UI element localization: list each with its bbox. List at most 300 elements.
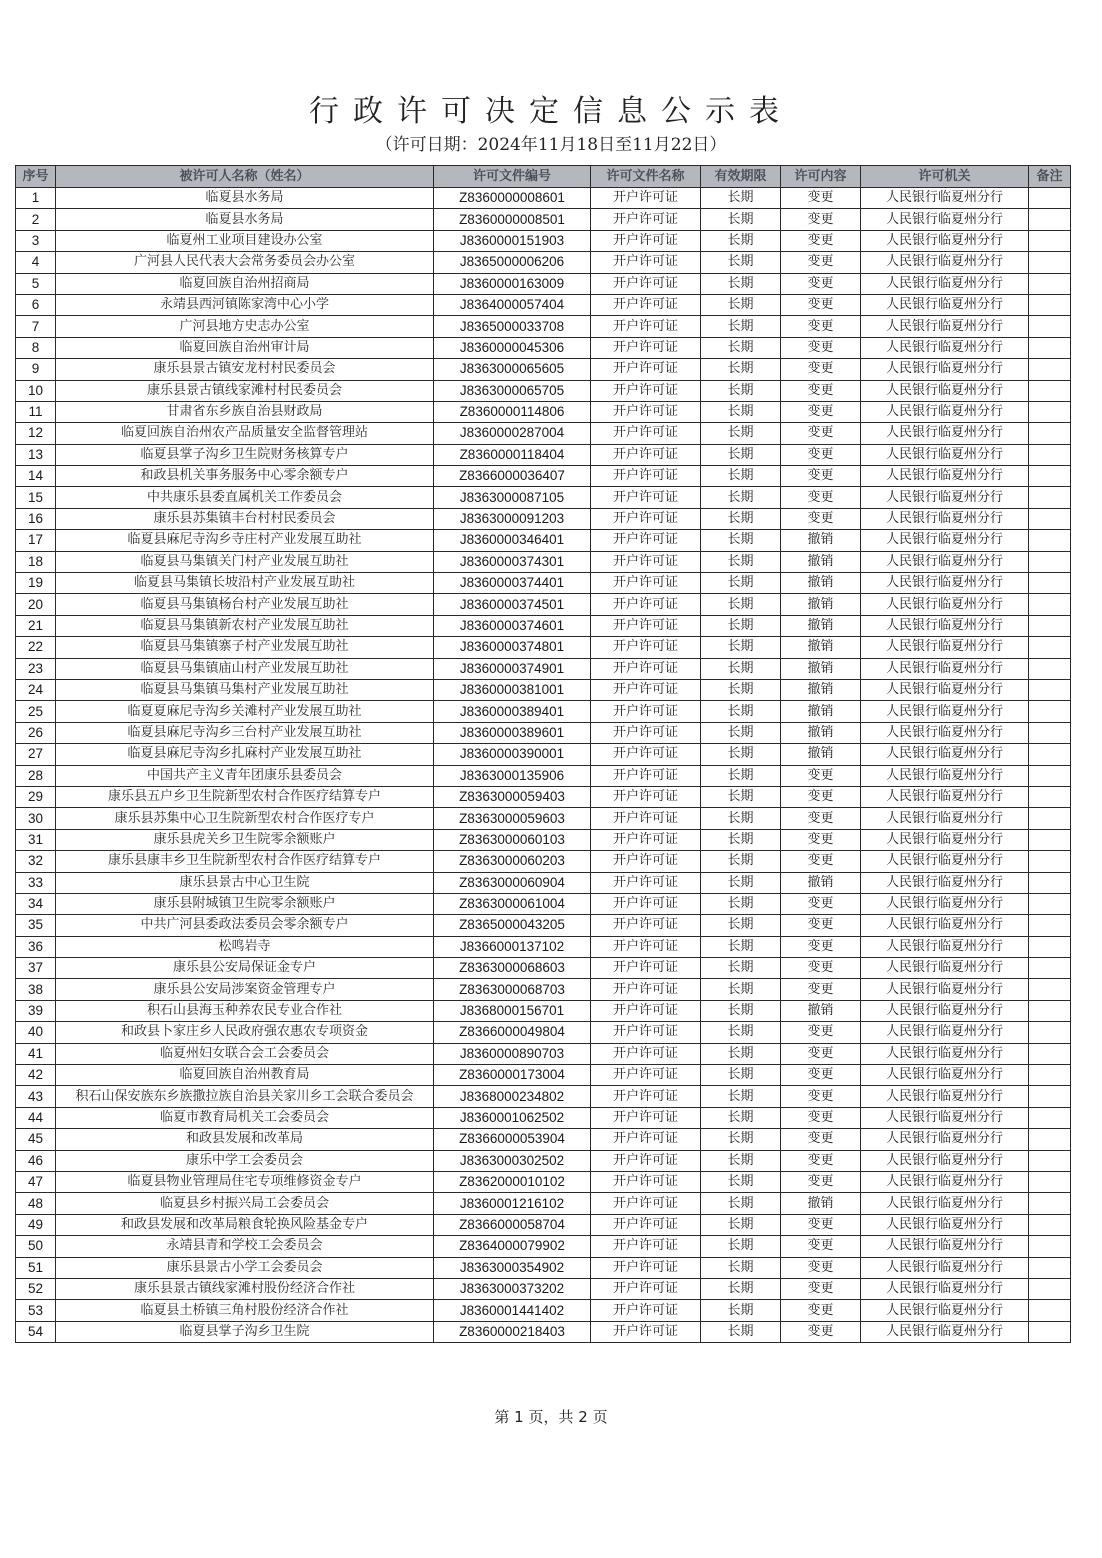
cell-document-name: 开户许可证	[591, 701, 701, 722]
table-row	[16, 1129, 1071, 1150]
cell-document-number: Z8363000060904	[434, 872, 591, 893]
cell-document-name: 开户许可证	[591, 615, 701, 636]
cell-validity: 长期	[701, 252, 781, 273]
cell-document-number: J8360000374601	[434, 615, 591, 636]
cell-validity: 长期	[701, 701, 781, 722]
cell-licensee-name: 临夏回族自治州招商局	[56, 273, 434, 294]
cell-authority: 人民银行临夏州分行	[861, 915, 1029, 936]
table-row	[16, 1086, 1071, 1107]
cell-licensee-name: 临夏县马集镇杨台村产业发展互助社	[56, 594, 434, 615]
cell-permit-content: 变更	[781, 508, 861, 529]
cell-authority: 人民银行临夏州分行	[861, 658, 1029, 679]
cell-remarks	[1029, 872, 1071, 893]
cell-document-name: 开户许可证	[591, 273, 701, 294]
cell-document-name: 开户许可证	[591, 508, 701, 529]
cell-permit-content: 变更	[781, 1236, 861, 1257]
cell-authority: 人民银行临夏州分行	[861, 1022, 1029, 1043]
cell-licensee-name: 临夏回族自治州教育局	[56, 1065, 434, 1086]
cell-document-number: Z8360000114806	[434, 401, 591, 422]
cell-document-number: Z8360000173004	[434, 1065, 591, 1086]
table-row	[16, 380, 1071, 401]
cell-document-name: 开户许可证	[591, 1214, 701, 1235]
cell-authority: 人民银行临夏州分行	[861, 1086, 1029, 1107]
cell-document-name: 开户许可证	[591, 252, 701, 273]
cell-validity: 长期	[701, 230, 781, 251]
cell-remarks	[1029, 722, 1071, 743]
cell-document-name: 开户许可证	[591, 209, 701, 230]
cell-seq: 45	[16, 1129, 56, 1150]
cell-document-number: J8360000389401	[434, 701, 591, 722]
cell-remarks	[1029, 1278, 1071, 1299]
cell-authority: 人民银行临夏州分行	[861, 765, 1029, 786]
cell-remarks	[1029, 658, 1071, 679]
cell-permit-content: 撤销	[781, 679, 861, 700]
cell-remarks	[1029, 1214, 1071, 1235]
table-row	[16, 851, 1071, 872]
cell-validity: 长期	[701, 530, 781, 551]
header-seq: 序号	[16, 166, 56, 188]
cell-seq: 2	[16, 209, 56, 230]
cell-remarks	[1029, 1022, 1071, 1043]
cell-permit-content: 变更	[781, 230, 861, 251]
cell-licensee-name: 临夏州工业项目建设办公室	[56, 230, 434, 251]
cell-seq: 42	[16, 1065, 56, 1086]
cell-authority: 人民银行临夏州分行	[861, 466, 1029, 487]
cell-remarks	[1029, 401, 1071, 422]
cell-remarks	[1029, 1065, 1071, 1086]
cell-licensee-name: 和政县发展和改革局粮食轮换风险基金专户	[56, 1214, 434, 1235]
cell-authority: 人民银行临夏州分行	[861, 637, 1029, 658]
cell-authority: 人民银行临夏州分行	[861, 1107, 1029, 1128]
cell-seq: 12	[16, 423, 56, 444]
cell-authority: 人民银行临夏州分行	[861, 188, 1029, 209]
cell-seq: 47	[16, 1171, 56, 1192]
cell-licensee-name: 甘肃省东乡族自治县财政局	[56, 401, 434, 422]
cell-seq: 6	[16, 294, 56, 315]
cell-validity: 长期	[701, 829, 781, 850]
cell-seq: 40	[16, 1022, 56, 1043]
cell-document-name: 开户许可证	[591, 893, 701, 914]
table-row	[16, 1321, 1071, 1342]
cell-authority: 人民银行临夏州分行	[861, 594, 1029, 615]
cell-seq: 50	[16, 1236, 56, 1257]
cell-permit-content: 撤销	[781, 594, 861, 615]
cell-document-number: Z8360000218403	[434, 1321, 591, 1342]
cell-authority: 人民银行临夏州分行	[861, 1236, 1029, 1257]
cell-document-number: Z8363000059603	[434, 808, 591, 829]
cell-document-name: 开户许可证	[591, 958, 701, 979]
cell-document-number: Z8363000059403	[434, 786, 591, 807]
header-authority: 许可机关	[861, 166, 1029, 188]
table-row	[16, 1278, 1071, 1299]
cell-document-name: 开户许可证	[591, 1193, 701, 1214]
cell-licensee-name: 临夏回族自治州农产品质量安全监督管理站	[56, 423, 434, 444]
cell-permit-content: 变更	[781, 786, 861, 807]
table-row	[16, 1022, 1071, 1043]
table-row	[16, 444, 1071, 465]
table-row	[16, 316, 1071, 337]
cell-validity: 长期	[701, 1022, 781, 1043]
cell-remarks	[1029, 530, 1071, 551]
cell-remarks	[1029, 679, 1071, 700]
cell-authority: 人民银行临夏州分行	[861, 872, 1029, 893]
cell-licensee-name: 广河县人民代表大会常务委员会办公室	[56, 252, 434, 273]
table-row	[16, 188, 1071, 209]
cell-permit-content: 变更	[781, 1043, 861, 1064]
cell-seq: 24	[16, 679, 56, 700]
cell-authority: 人民银行临夏州分行	[861, 380, 1029, 401]
cell-permit-content: 撤销	[781, 530, 861, 551]
cell-permit-content: 变更	[781, 915, 861, 936]
cell-document-name: 开户许可证	[591, 679, 701, 700]
table-row	[16, 979, 1071, 1000]
cell-licensee-name: 康乐县公安局保证金专户	[56, 958, 434, 979]
cell-document-number: J8368000234802	[434, 1086, 591, 1107]
cell-remarks	[1029, 594, 1071, 615]
cell-seq: 44	[16, 1107, 56, 1128]
cell-authority: 人民银行临夏州分行	[861, 851, 1029, 872]
cell-permit-content: 变更	[781, 294, 861, 315]
cell-validity: 长期	[701, 744, 781, 765]
cell-document-name: 开户许可证	[591, 936, 701, 957]
cell-permit-content: 撤销	[781, 1193, 861, 1214]
cell-document-name: 开户许可证	[591, 979, 701, 1000]
cell-document-name: 开户许可证	[591, 466, 701, 487]
cell-seq: 1	[16, 188, 56, 209]
cell-seq: 11	[16, 401, 56, 422]
header-remarks: 备注	[1029, 166, 1071, 188]
cell-permit-content: 变更	[781, 359, 861, 380]
cell-authority: 人民银行临夏州分行	[861, 444, 1029, 465]
cell-document-name: 开户许可证	[591, 294, 701, 315]
cell-licensee-name: 临夏县乡村振兴局工会委员会	[56, 1193, 434, 1214]
cell-seq: 39	[16, 1000, 56, 1021]
cell-licensee-name: 松鸣岩寺	[56, 936, 434, 957]
cell-document-name: 开户许可证	[591, 744, 701, 765]
table-row	[16, 1171, 1071, 1192]
cell-licensee-name: 中共广河县委政法委员会零余额专户	[56, 915, 434, 936]
cell-seq: 22	[16, 637, 56, 658]
cell-document-number: J8360000390001	[434, 744, 591, 765]
cell-permit-content: 变更	[781, 1300, 861, 1321]
cell-licensee-name: 临夏县麻尼寺沟乡扎麻村产业发展互助社	[56, 744, 434, 765]
cell-document-name: 开户许可证	[591, 851, 701, 872]
cell-seq: 49	[16, 1214, 56, 1235]
cell-remarks	[1029, 615, 1071, 636]
table-row	[16, 1300, 1071, 1321]
cell-document-name: 开户许可证	[591, 786, 701, 807]
cell-authority: 人民银行临夏州分行	[861, 1129, 1029, 1150]
table-row	[16, 337, 1071, 358]
cell-validity: 长期	[701, 1193, 781, 1214]
cell-document-number: Z8366000053904	[434, 1129, 591, 1150]
cell-validity: 长期	[701, 1150, 781, 1171]
cell-remarks	[1029, 701, 1071, 722]
cell-validity: 长期	[701, 1065, 781, 1086]
cell-remarks	[1029, 936, 1071, 957]
cell-remarks	[1029, 786, 1071, 807]
table-row	[16, 359, 1071, 380]
cell-document-name: 开户许可证	[591, 444, 701, 465]
table-row	[16, 1150, 1071, 1171]
cell-authority: 人民银行临夏州分行	[861, 1000, 1029, 1021]
cell-permit-content: 变更	[781, 337, 861, 358]
cell-document-name: 开户许可证	[591, 337, 701, 358]
cell-validity: 长期	[701, 915, 781, 936]
cell-remarks	[1029, 1300, 1071, 1321]
cell-validity: 长期	[701, 1300, 781, 1321]
cell-permit-content: 变更	[781, 316, 861, 337]
cell-remarks	[1029, 1193, 1071, 1214]
cell-authority: 人民银行临夏州分行	[861, 786, 1029, 807]
cell-document-name: 开户许可证	[591, 637, 701, 658]
cell-seq: 34	[16, 893, 56, 914]
cell-seq: 15	[16, 487, 56, 508]
cell-validity: 长期	[701, 401, 781, 422]
cell-document-number: Z8363000061004	[434, 893, 591, 914]
cell-seq: 16	[16, 508, 56, 529]
cell-remarks	[1029, 829, 1071, 850]
permit-table	[15, 165, 1071, 1343]
table-row	[16, 573, 1071, 594]
cell-seq: 9	[16, 359, 56, 380]
cell-licensee-name: 康乐县附城镇卫生院零余额账户	[56, 893, 434, 914]
cell-remarks	[1029, 380, 1071, 401]
cell-document-number: J8363000091203	[434, 508, 591, 529]
cell-validity: 长期	[701, 209, 781, 230]
cell-document-number: J8368000156701	[434, 1000, 591, 1021]
cell-validity: 长期	[701, 573, 781, 594]
cell-permit-content: 变更	[781, 851, 861, 872]
cell-permit-content: 撤销	[781, 573, 861, 594]
table-row	[16, 273, 1071, 294]
cell-permit-content: 变更	[781, 958, 861, 979]
cell-validity: 长期	[701, 1000, 781, 1021]
cell-remarks	[1029, 1086, 1071, 1107]
cell-document-number: Z8360000008601	[434, 188, 591, 209]
table-row	[16, 1193, 1071, 1214]
cell-seq: 46	[16, 1150, 56, 1171]
cell-licensee-name: 康乐县景古镇线家滩村村民委员会	[56, 380, 434, 401]
cell-remarks	[1029, 573, 1071, 594]
cell-remarks	[1029, 551, 1071, 572]
cell-validity: 长期	[701, 1321, 781, 1342]
cell-remarks	[1029, 1000, 1071, 1021]
document-title: 行政许可决定信息公示表	[309, 94, 793, 129]
cell-licensee-name: 临夏县水务局	[56, 209, 434, 230]
cell-remarks	[1029, 1321, 1071, 1342]
cell-seq: 35	[16, 915, 56, 936]
cell-licensee-name: 积石山县海玉种养农民专业合作社	[56, 1000, 434, 1021]
cell-seq: 5	[16, 273, 56, 294]
cell-document-name: 开户许可证	[591, 872, 701, 893]
header-permit-content: 许可内容	[781, 166, 861, 188]
cell-document-number: Z8360000008501	[434, 209, 591, 230]
cell-validity: 长期	[701, 444, 781, 465]
cell-document-number: Z8363000068703	[434, 979, 591, 1000]
cell-document-number: J8364000057404	[434, 294, 591, 315]
cell-document-name: 开户许可证	[591, 401, 701, 422]
cell-authority: 人民银行临夏州分行	[861, 316, 1029, 337]
cell-validity: 长期	[701, 722, 781, 743]
cell-authority: 人民银行临夏州分行	[861, 551, 1029, 572]
cell-document-number: J8360000890703	[434, 1043, 591, 1064]
cell-authority: 人民银行临夏州分行	[861, 615, 1029, 636]
cell-document-name: 开户许可证	[591, 359, 701, 380]
cell-remarks	[1029, 444, 1071, 465]
cell-remarks	[1029, 487, 1071, 508]
cell-document-name: 开户许可证	[591, 1022, 701, 1043]
cell-remarks	[1029, 359, 1071, 380]
cell-licensee-name: 临夏县马集镇寨子村产业发展互助社	[56, 637, 434, 658]
cell-seq: 38	[16, 979, 56, 1000]
cell-licensee-name: 临夏州妇女联合会工会委员会	[56, 1043, 434, 1064]
cell-seq: 27	[16, 744, 56, 765]
cell-licensee-name: 临夏回族自治州审计局	[56, 337, 434, 358]
cell-permit-content: 变更	[781, 1107, 861, 1128]
cell-licensee-name: 临夏县马集镇关门村产业发展互助社	[56, 551, 434, 572]
cell-seq: 8	[16, 337, 56, 358]
cell-document-name: 开户许可证	[591, 551, 701, 572]
cell-licensee-name: 临夏县麻尼寺沟乡三台村产业发展互助社	[56, 722, 434, 743]
cell-document-name: 开户许可证	[591, 423, 701, 444]
cell-authority: 人民银行临夏州分行	[861, 722, 1029, 743]
cell-authority: 人民银行临夏州分行	[861, 1171, 1029, 1192]
cell-remarks	[1029, 1107, 1071, 1128]
permit-date-range: （许可日期：2024年11月18日至11月22日）	[375, 135, 727, 155]
cell-permit-content: 撤销	[781, 551, 861, 572]
cell-validity: 长期	[701, 1107, 781, 1128]
cell-permit-content: 变更	[781, 1214, 861, 1235]
table-row	[16, 487, 1071, 508]
cell-remarks	[1029, 209, 1071, 230]
cell-permit-content: 撤销	[781, 658, 861, 679]
cell-authority: 人民银行临夏州分行	[861, 979, 1029, 1000]
cell-document-number: J8366000137102	[434, 936, 591, 957]
cell-validity: 长期	[701, 594, 781, 615]
cell-permit-content: 变更	[781, 380, 861, 401]
cell-document-number: J8360000346401	[434, 530, 591, 551]
cell-permit-content: 变更	[781, 401, 861, 422]
header-document-number: 许可文件编号	[434, 166, 591, 188]
cell-document-name: 开户许可证	[591, 765, 701, 786]
cell-licensee-name: 临夏县马集镇新农村产业发展互助社	[56, 615, 434, 636]
cell-seq: 29	[16, 786, 56, 807]
cell-authority: 人民银行临夏州分行	[861, 487, 1029, 508]
table-row	[16, 252, 1071, 273]
cell-document-number: J8363000087105	[434, 487, 591, 508]
cell-document-name: 开户许可证	[591, 573, 701, 594]
cell-seq: 53	[16, 1300, 56, 1321]
cell-document-number: Z8363000060103	[434, 829, 591, 850]
cell-document-number: Z8366000058704	[434, 1214, 591, 1235]
cell-licensee-name: 康乐县景古镇安龙村村民委员会	[56, 359, 434, 380]
cell-licensee-name: 临夏县马集镇马集村产业发展互助社	[56, 679, 434, 700]
cell-seq: 23	[16, 658, 56, 679]
cell-licensee-name: 康乐中学工会委员会	[56, 1150, 434, 1171]
cell-document-number: J8360000045306	[434, 337, 591, 358]
cell-authority: 人民银行临夏州分行	[861, 679, 1029, 700]
cell-permit-content: 变更	[781, 444, 861, 465]
cell-validity: 长期	[701, 1236, 781, 1257]
cell-licensee-name: 永靖县青和学校工会委员会	[56, 1236, 434, 1257]
cell-permit-content: 变更	[781, 979, 861, 1000]
cell-licensee-name: 积石山保安族东乡族撒拉族自治县关家川乡工会联合委员会	[56, 1086, 434, 1107]
cell-remarks	[1029, 1129, 1071, 1150]
cell-document-number: J8360000287004	[434, 423, 591, 444]
cell-remarks	[1029, 294, 1071, 315]
cell-seq: 20	[16, 594, 56, 615]
cell-permit-content: 撤销	[781, 615, 861, 636]
cell-licensee-name: 临夏县物业管理局住宅专项维修资金专户	[56, 1171, 434, 1192]
cell-document-name: 开户许可证	[591, 1129, 701, 1150]
cell-permit-content: 变更	[781, 893, 861, 914]
cell-validity: 长期	[701, 893, 781, 914]
cell-seq: 51	[16, 1257, 56, 1278]
cell-document-name: 开户许可证	[591, 1171, 701, 1192]
table-row	[16, 958, 1071, 979]
cell-document-number: J8360000163009	[434, 273, 591, 294]
cell-validity: 长期	[701, 658, 781, 679]
table-header-row	[16, 166, 1071, 188]
cell-authority: 人民银行临夏州分行	[861, 1257, 1029, 1278]
cell-remarks	[1029, 1257, 1071, 1278]
cell-validity: 长期	[701, 637, 781, 658]
table-row	[16, 1236, 1071, 1257]
cell-remarks	[1029, 188, 1071, 209]
cell-permit-content: 变更	[781, 423, 861, 444]
cell-licensee-name: 康乐县景古镇线家滩村股份经济合作社	[56, 1278, 434, 1299]
cell-seq: 14	[16, 466, 56, 487]
cell-validity: 长期	[701, 466, 781, 487]
cell-seq: 4	[16, 252, 56, 273]
cell-document-number: J8360000374801	[434, 637, 591, 658]
table-row	[16, 936, 1071, 957]
table-row	[16, 1000, 1071, 1021]
cell-seq: 26	[16, 722, 56, 743]
cell-document-number: Z8363000068603	[434, 958, 591, 979]
cell-remarks	[1029, 1043, 1071, 1064]
cell-validity: 长期	[701, 851, 781, 872]
cell-authority: 人民银行临夏州分行	[861, 1043, 1029, 1064]
cell-licensee-name: 广河县地方史志办公室	[56, 316, 434, 337]
cell-document-name: 开户许可证	[591, 1150, 701, 1171]
cell-document-name: 开户许可证	[591, 1107, 701, 1128]
table-row	[16, 808, 1071, 829]
cell-validity: 长期	[701, 679, 781, 700]
cell-document-number: J8360000389601	[434, 722, 591, 743]
cell-seq: 48	[16, 1193, 56, 1214]
cell-seq: 21	[16, 615, 56, 636]
cell-document-name: 开户许可证	[591, 316, 701, 337]
cell-licensee-name: 临夏县掌子沟乡卫生院	[56, 1321, 434, 1342]
table-row	[16, 294, 1071, 315]
cell-permit-content: 变更	[781, 188, 861, 209]
cell-authority: 人民银行临夏州分行	[861, 808, 1029, 829]
cell-remarks	[1029, 808, 1071, 829]
cell-authority: 人民银行临夏州分行	[861, 337, 1029, 358]
cell-remarks	[1029, 1150, 1071, 1171]
cell-validity: 长期	[701, 188, 781, 209]
header-document-name: 许可文件名称	[591, 166, 701, 188]
cell-document-name: 开户许可证	[591, 230, 701, 251]
cell-validity: 长期	[701, 1129, 781, 1150]
cell-seq: 17	[16, 530, 56, 551]
cell-seq: 43	[16, 1086, 56, 1107]
cell-licensee-name: 临夏县麻尼寺沟乡寺庄村产业发展互助社	[56, 530, 434, 551]
cell-validity: 长期	[701, 765, 781, 786]
cell-remarks	[1029, 637, 1071, 658]
